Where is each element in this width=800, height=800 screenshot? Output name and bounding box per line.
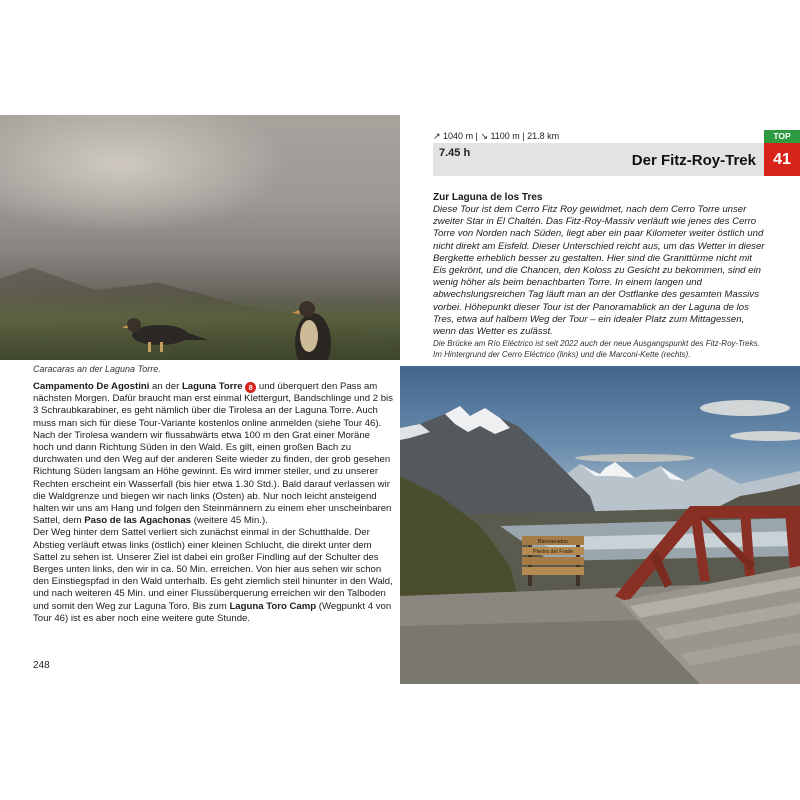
tour-title-bar (433, 143, 764, 176)
body-text-run: an der (149, 381, 182, 392)
caracaras-photo (0, 115, 400, 360)
tour-stats: ↗ 1040 m | ↘ 1100 m | 21.8 km (433, 131, 560, 141)
body-text-run: Der Weg hinter dem Sattel verliert sich zunächst einmal in der Schutthalde. Der Abstieg verläuft etwas links (östlich) einer kleinen Schlucht, die direkt unter dem Sattel zu sehen ist. Unserer Ziel ist dabei ein großer Findling auf der Schulter des Berges unten links, den wir in ca. 50 Min. erreichen. Von hier aus sehen wir schon den Einstiegspfad in den Wald unterhalb. Es geht ziemlich steil hinunter in den Wald, und nach weiteren 45 Min. und einer Flussüberquerung erreichen wir den Talboden und somit den Weg zur Laguna Toro. Bis zum (33, 527, 393, 612)
body-text-run: (Wegpunkt 4 von Tour 46) ist es aber noch eine weitere gute Stunde. (33, 600, 392, 624)
body-text-run: (weitere 45 Min.). (191, 515, 268, 527)
left-photo-caption: Caracaras an der Laguna Torre. (33, 364, 161, 374)
bridge-scene (400, 366, 800, 684)
svg-text:Piedra del Fraile: Piedra del Fraile (532, 549, 574, 555)
caracara-bird-left (120, 310, 210, 355)
section-heading: Zur Laguna de los Tres (433, 192, 543, 203)
body-text-run: und überquert den Pass am nächsten Morgen. Dafür braucht man erst einmal Klettergurt, Bandschlinge und 2 bis 3 Schraubkarabiner, es geht nämlich über die Tirolesa an der Laguna Torre. Auch muss man sich für diese Tour-Variante kostenlos online anmelden (siehe Tour 46). (33, 381, 393, 429)
top-badge: TOP (764, 130, 800, 143)
bold-place-name: Laguna Toro Camp (229, 600, 317, 612)
left-body-text (33, 381, 393, 625)
right-photo-caption: Die Brücke am Río Eléctrico ist seit 2022 auch der neue Ausgangspunkt des Fitz-Roy-Treks. Im Hintergrund der Cerro Eléctrico (links) und die Marconi-Kette (rechts). (433, 339, 760, 359)
bridge-photo (400, 366, 800, 684)
waypoint-marker: 8 (245, 382, 256, 393)
svg-text:Bienvenidos: Bienvenidos (538, 539, 568, 545)
caracara-bird-right (283, 298, 343, 360)
bold-place-name: Laguna Torre (181, 381, 243, 392)
tour-title: Der Fitz-Roy-Trek (631, 152, 756, 169)
body-text-run: Nach der Tirolesa wandern wir flussabwärts etwa 100 m den Grat einer Moräne hoch und dann Richtung Süden in den Wald. Es gilt, einen großen Bach zu durchwaten und den Weg auf der anderen Seite wieder zu finden, der grob gesehen Richtung Süden langsam an Höhe gewinnt. Es wird immer steiler, und zu unserer Rechten erscheint ein Wasserfall (bis hier etwa 1.30 Std.). Bald darauf verlassen wir die Waldgrenze und biegen wir nach links (Osten) ab. Nur noch leicht ansteigend halten wir uns am Hang und folgen den Steinmännern zu einem eher unscheinbaren Sattel, dem (33, 429, 392, 527)
body-paragraph (33, 430, 393, 528)
page-number: 248 (33, 660, 50, 671)
section-body: Diese Tour ist dem Cerro Fitz Roy gewidmet, nach dem Cerro Torre unser zweiter Star in El Chaltén. Das Fitz-Roy-Massiv verläuft wie jenes des Cerro Torre von Norden nach Süden, liegt aber ein paar Kilometer weiter östlich und nicht direkt am Eisfeld. Dieser Unterschied reicht aus, um das Wetter in dieser Bergkette erheblich besser zu gestalten. Hier sind die Granittürme nicht mit Eis gekrönt, und die Chancen, den Koloss zu Gesicht zu bekommen, sind ein wenig höher als beim benachbarten Torre. In einem langen und abwechslungsreichen Tag läuft man an der Ostflanke des gesamten Massivs vorbei. Höhepunkt dieser Tour ist der Panoramablick an der Laguna de los Tres, etwa auf halbem Weg der Tour – ein idealer Platz zum Mittagessen, wenn das Wetter es zulässt. (433, 204, 765, 338)
bold-place-name: Campamento De Agostini (33, 381, 150, 392)
bold-place-name: Paso de las Agachonas (84, 515, 192, 527)
body-paragraph (33, 527, 393, 625)
body-paragraph (33, 381, 393, 430)
tour-duration: 7.45 h (439, 147, 471, 159)
tour-number: 41 (764, 143, 800, 176)
